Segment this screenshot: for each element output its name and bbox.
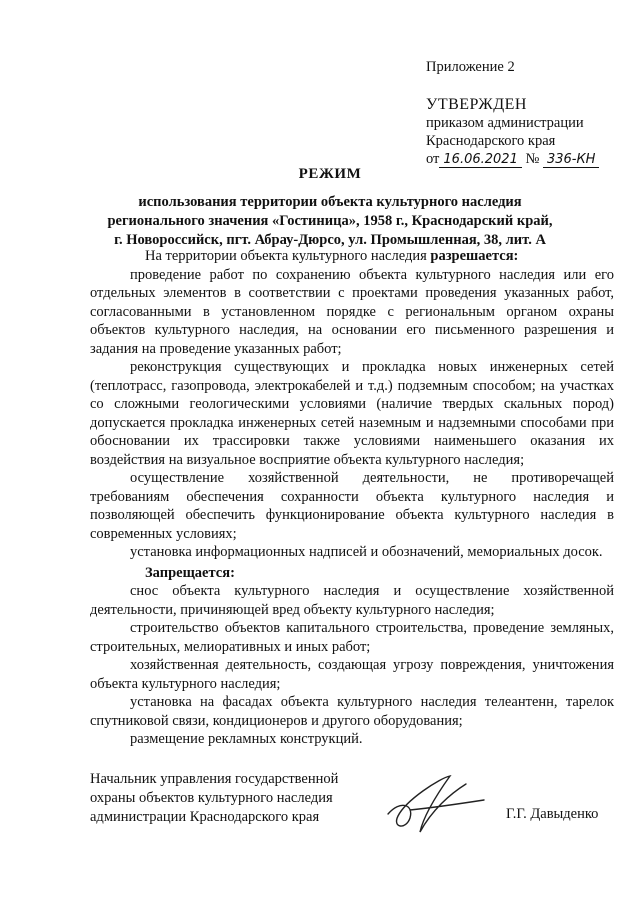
allowed-intro [90, 247, 614, 266]
approval-block [426, 58, 599, 169]
approved-label: УТВЕРЖДЕН [426, 96, 527, 113]
forbidden-item: строительство объектов капитального строительства, проведение земляных, строительных, мелиоративных и иных работ; [90, 620, 614, 655]
handwritten-signature [380, 770, 490, 840]
approval-line-1: приказом администрации [426, 115, 584, 131]
title-line-2: регионального значения «Гостиница», 1958 г., Краснодарский край, [107, 213, 553, 229]
allowed-item: установка информационных надписей и обозначений, мемориальных досок. [130, 544, 603, 560]
title-line-3: г. Новороссийск, пгт. Абрау-Дюрсо, ул. Промышленная, 38, лит. А [114, 232, 546, 248]
forbidden-item: размещение рекламных конструкций. [130, 731, 363, 747]
order-number: 336-КН [543, 152, 600, 168]
document-body [90, 247, 614, 749]
allowed-item: реконструкция существующих и прокладка новых инженерных сетей (теплотрасс, газопровода, электрокабелей и т.д.) подземным способом; на участках со сложными геологическими условиями (наличие твердых скальных пород) допускается прокладка инженерных сетей наземным и надземными способами при обосновании их трассировки также условиями наименьшего оказания их воздействия на визуальное восприятие объекта культурного наследия; [90, 359, 614, 468]
forbidden-heading: Запрещается: [145, 564, 235, 581]
title-main: РЕЖИМ [298, 166, 362, 182]
appendix-label: Приложение 2 [426, 59, 515, 75]
position-line-2: охраны объектов культурного наследия [90, 790, 333, 806]
allowed-intro-bold: разрешается: [430, 248, 519, 264]
approval-line-2: Краснодарского края [426, 133, 556, 149]
forbidden-item: хозяйственная деятельность, создающая угрозу повреждения, уничтожения объекта культурного наследия; [90, 657, 614, 692]
signatory-position [90, 770, 338, 827]
document-title [60, 166, 600, 250]
allowed-item: проведение работ по сохранению объекта культурного наследия или его отдельных элементов в соответствии с проектами проведения указанных работ, согласованными в установленном порядке с региональным органом охраны объектов культурного наследия, на основании его письменного разрешения и задания на проведение указанных работ; [90, 266, 614, 357]
allowed-intro-text: На территории объекта культурного наследия [145, 248, 431, 264]
title-line-1: использования территории объекта культурного наследия [138, 194, 522, 210]
position-line-3: администрации Краснодарского края [90, 809, 320, 825]
forbidden-item: установка на фасадах объекта культурного наследия телеантенн, тарелок спутниковой связи, кондиционеров и другого оборудования; [90, 694, 614, 729]
allowed-item: осуществление хозяйственной деятельности, не противоречащей требованиям обеспечения сохранности объекта культурного наследия и позволяющей обеспечить функционирование объекта культурного наследия в современных условиях; [90, 470, 614, 542]
signatory-name: Г.Г. Давыденко [506, 806, 599, 822]
order-number-label: № [525, 151, 540, 167]
forbidden-item: снос объекта культурного наследия и осуществление хозяйственной деятельности, причиняющей вред объекту культурного наследия; [90, 583, 614, 618]
order-date: 16.06.2021 [439, 152, 521, 168]
position-line-1: Начальник управления государственной [90, 771, 339, 787]
order-prefix: от [426, 151, 440, 167]
